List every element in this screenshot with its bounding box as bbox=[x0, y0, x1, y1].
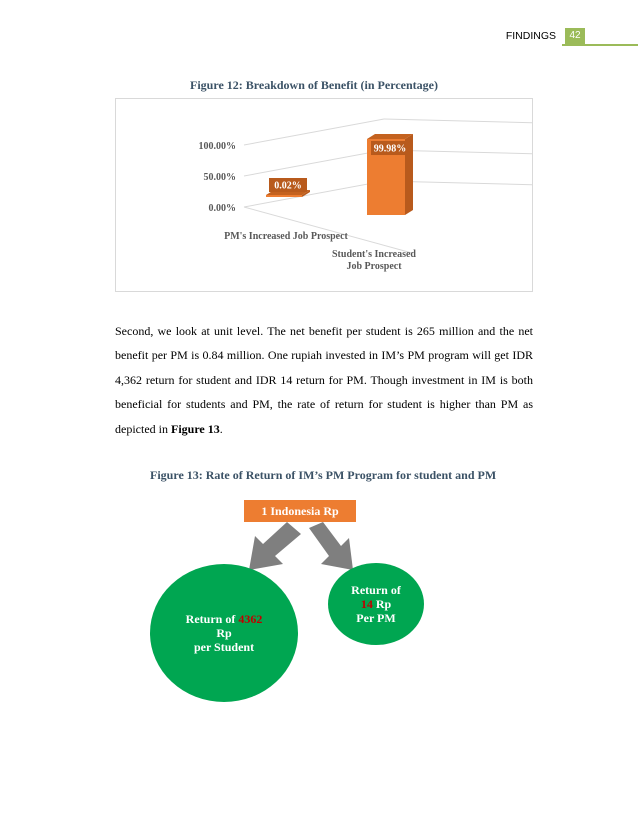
category-label: PM's Increased Job Prospect bbox=[224, 231, 348, 242]
pm-return-circle bbox=[328, 563, 424, 645]
pm-return-line2: 14 Rp bbox=[360, 597, 392, 611]
header-section-label: FINDINGS bbox=[505, 30, 556, 42]
gridline-back bbox=[384, 119, 532, 123]
paragraph-text: Second, we look at unit level. The net benefit per student is 265 million and the net benefit per PM is 0.84 million. One rupiah invested in IM’s PM program will get IDR 4,362 return for student and IDR 14 return for PM. Though investment in IM is both beneficial for students and PM, the rate of return for student is higher than PM as depicted in bbox=[115, 324, 533, 436]
student-return-per: per Student bbox=[193, 640, 255, 654]
bar-1 bbox=[266, 195, 302, 197]
student-return-circle bbox=[150, 564, 298, 702]
pm-return-per: Per PM bbox=[356, 611, 396, 625]
category-label: Student's Increased bbox=[332, 249, 416, 260]
pm-return-value: 14 bbox=[360, 597, 373, 611]
body-paragraph bbox=[115, 319, 533, 441]
y-tick-label: 0.00% bbox=[208, 203, 236, 214]
y-tick-label: 100.00% bbox=[198, 141, 236, 152]
category-label: Job Prospect bbox=[346, 261, 402, 272]
flow-arrows bbox=[235, 520, 365, 572]
figure-13-title: Figure 13: Rate of Return of IM’s PM Program for student and PM bbox=[150, 468, 497, 482]
gridline bbox=[244, 119, 384, 145]
figure-12-title: Figure 12: Breakdown of Benefit (in Percentage) bbox=[190, 78, 438, 92]
source-box: 1 Indonesia Rp bbox=[244, 500, 356, 522]
paragraph-end: . bbox=[219, 421, 223, 436]
student-return-unit: Rp bbox=[216, 626, 232, 640]
figure-reference: Figure 13 bbox=[170, 421, 220, 436]
gridline bbox=[244, 150, 384, 176]
header-rule bbox=[562, 44, 638, 46]
figure-12-chart bbox=[115, 98, 533, 292]
arrow-right-icon bbox=[309, 522, 353, 570]
arrow-left-icon bbox=[249, 522, 301, 570]
chart-svg bbox=[116, 99, 532, 291]
gridline bbox=[244, 181, 384, 207]
student-return-line1: Return of 4362 bbox=[185, 612, 263, 626]
student-return-value: 4362 bbox=[238, 612, 263, 626]
pm-return-line1: Return of bbox=[351, 583, 401, 597]
bar-top-2 bbox=[367, 134, 413, 139]
page-number: 42 bbox=[565, 28, 585, 44]
data-label-1: 0.02% bbox=[274, 180, 302, 192]
data-label-2: 99.98% bbox=[373, 143, 407, 155]
y-tick-label: 50.00% bbox=[203, 172, 236, 183]
